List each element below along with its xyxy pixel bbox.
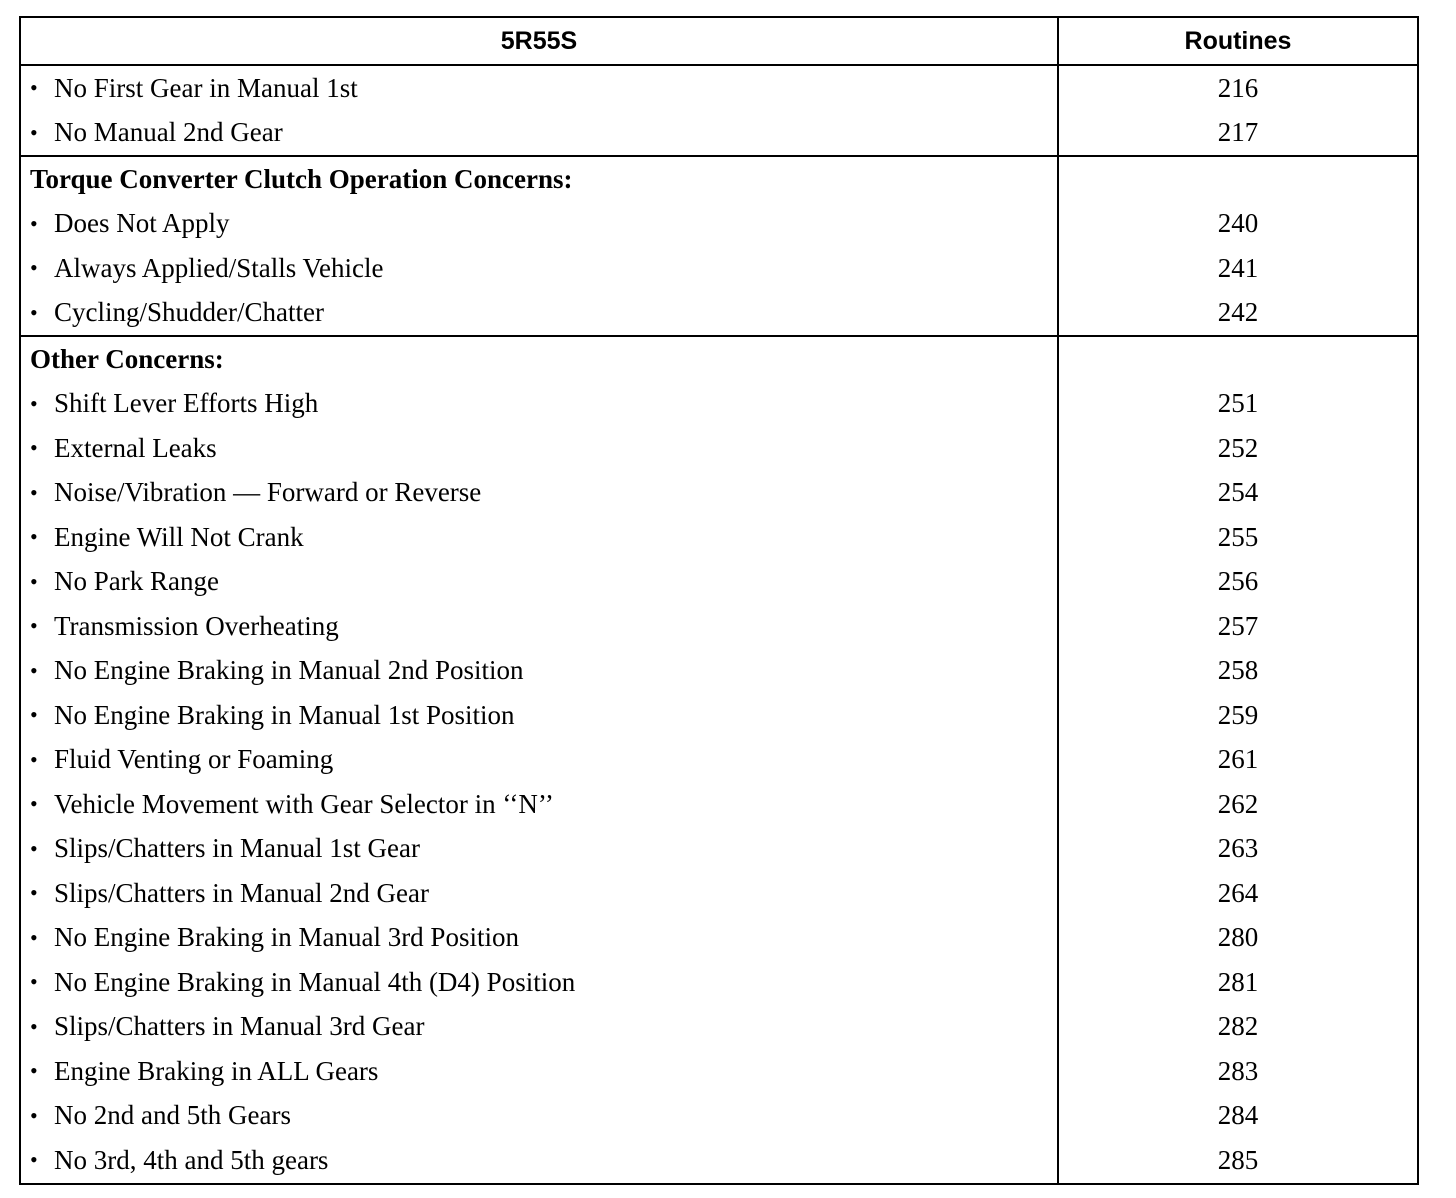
concern-label: No 3rd, 4th and 5th gears: [54, 1144, 329, 1175]
concern-label: No 2nd and 5th Gears: [54, 1100, 291, 1131]
routine-column: [1059, 66, 1417, 155]
bullet-icon: •: [30, 880, 38, 906]
routine-number: 282: [1217, 1011, 1259, 1042]
concern-column: [21, 66, 1059, 155]
concern-item: [21, 66, 1057, 111]
routine-number: 263: [1217, 833, 1259, 864]
routine-number: 261: [1217, 744, 1259, 775]
concern-item: [21, 291, 1057, 336]
concern-item: [21, 649, 1057, 694]
bullet-icon: •: [30, 746, 38, 772]
concern-column: [21, 337, 1059, 1183]
concern-item: [21, 426, 1057, 471]
bullet-icon: •: [30, 568, 38, 594]
routine-number: 258: [1217, 655, 1259, 686]
bullet-icon: •: [30, 835, 38, 861]
bullet-icon: •: [30, 479, 38, 505]
routine-number: 217: [1217, 117, 1259, 148]
table-header: [21, 18, 1417, 66]
bullet-icon: •: [30, 524, 38, 550]
concern-item: [21, 604, 1057, 649]
bullet-icon: •: [30, 75, 38, 101]
concern-item: [21, 1005, 1057, 1050]
routine-column: [1059, 337, 1417, 1183]
bullet-icon: •: [30, 1058, 38, 1084]
routine-number: 285: [1217, 1144, 1259, 1175]
concern-label: Fluid Venting or Foaming: [54, 744, 334, 775]
concern-label: Shift Lever Efforts High: [54, 388, 319, 419]
concern-item: [21, 471, 1057, 516]
concern-label: Cycling/Shudder/Chatter: [54, 297, 324, 328]
bullet-icon: •: [30, 1102, 38, 1128]
concern-item: [21, 1138, 1057, 1183]
concern-item: [21, 202, 1057, 247]
concern-item: [21, 1049, 1057, 1094]
bullet-icon: •: [30, 969, 38, 995]
routine-number: 264: [1217, 877, 1259, 908]
bullet-icon: •: [30, 1013, 38, 1039]
routine-number: 280: [1217, 922, 1259, 953]
concern-label: Always Applied/Stalls Vehicle: [54, 252, 384, 283]
concern-item: [21, 515, 1057, 560]
concern-column: [21, 157, 1059, 335]
concern-label: Slips/Chatters in Manual 2nd Gear: [54, 877, 429, 908]
table-body: [21, 66, 1417, 1183]
concern-item: [21, 916, 1057, 961]
bullet-icon: •: [30, 390, 38, 416]
concern-item: [21, 111, 1057, 156]
concern-label: Noise/Vibration — Forward or Reverse: [54, 477, 482, 508]
table-group: [21, 66, 1417, 157]
concern-label: Engine Will Not Crank: [54, 521, 304, 552]
routine-number: 241: [1217, 252, 1259, 283]
table-group: [21, 157, 1417, 337]
concern-item: [21, 782, 1057, 827]
header-5r55s: 5R55S: [21, 18, 1059, 64]
concern-item: [21, 693, 1057, 738]
routine-number: 255: [1217, 521, 1259, 552]
routine-number: 257: [1217, 610, 1259, 641]
concern-item: [21, 382, 1057, 427]
concern-label: No Park Range: [54, 566, 219, 597]
bullet-icon: •: [30, 255, 38, 281]
concern-label: Slips/Chatters in Manual 3rd Gear: [54, 1011, 425, 1042]
concern-label: No Engine Braking in Manual 4th (D4) Position: [54, 966, 576, 997]
bullet-icon: •: [30, 119, 38, 145]
group-heading-spacer: [1059, 337, 1417, 382]
concern-item: [21, 827, 1057, 872]
routine-number: 252: [1217, 432, 1259, 463]
routine-number: 259: [1217, 699, 1259, 730]
concern-label: Transmission Overheating: [54, 610, 339, 641]
concern-label: No Engine Braking in Manual 3rd Position: [54, 922, 519, 953]
routine-number: 283: [1217, 1055, 1259, 1086]
concern-item: [21, 871, 1057, 916]
concern-label: No Engine Braking in Manual 2nd Position: [54, 655, 524, 686]
routine-number: 284: [1217, 1100, 1259, 1131]
bullet-icon: •: [30, 1147, 38, 1173]
concern-label: External Leaks: [54, 432, 217, 463]
routine-number: 262: [1217, 788, 1259, 819]
group-heading: Torque Converter Clutch Operation Concerns:: [30, 163, 573, 194]
bullet-icon: •: [30, 299, 38, 325]
routine-number: 240: [1217, 208, 1259, 239]
bullet-icon: •: [30, 210, 38, 236]
bullet-icon: •: [30, 657, 38, 683]
concern-item: [21, 1094, 1057, 1139]
group-heading: Other Concerns:: [30, 343, 224, 374]
routines-table: [19, 16, 1419, 1185]
group-heading-spacer: [1059, 157, 1417, 202]
concern-label: No Engine Braking in Manual 1st Position: [54, 699, 515, 730]
bullet-icon: •: [30, 924, 38, 950]
concern-item: [21, 960, 1057, 1005]
concern-item: [21, 560, 1057, 605]
table-group: [21, 337, 1417, 1183]
concern-label: Does Not Apply: [54, 208, 230, 239]
concern-label: Slips/Chatters in Manual 1st Gear: [54, 833, 420, 864]
routine-number: 254: [1217, 477, 1259, 508]
bullet-icon: •: [30, 435, 38, 461]
bullet-icon: •: [30, 702, 38, 728]
concern-label: No Manual 2nd Gear: [54, 117, 283, 148]
concern-label: Engine Braking in ALL Gears: [54, 1055, 379, 1086]
header-routines: Routines: [1184, 26, 1292, 55]
concern-item: [21, 738, 1057, 783]
routine-number: 281: [1217, 966, 1259, 997]
concern-label: No First Gear in Manual 1st: [54, 72, 358, 103]
concern-item: [21, 246, 1057, 291]
routine-number: 256: [1217, 566, 1259, 597]
routine-number: 242: [1217, 297, 1259, 328]
bullet-icon: •: [30, 613, 38, 639]
bullet-icon: •: [30, 791, 38, 817]
routine-number: 216: [1217, 72, 1259, 103]
concern-label: Vehicle Movement with Gear Selector in ‘‘N’’: [54, 788, 554, 819]
routine-column: [1059, 157, 1417, 335]
routine-number: 251: [1217, 388, 1259, 419]
